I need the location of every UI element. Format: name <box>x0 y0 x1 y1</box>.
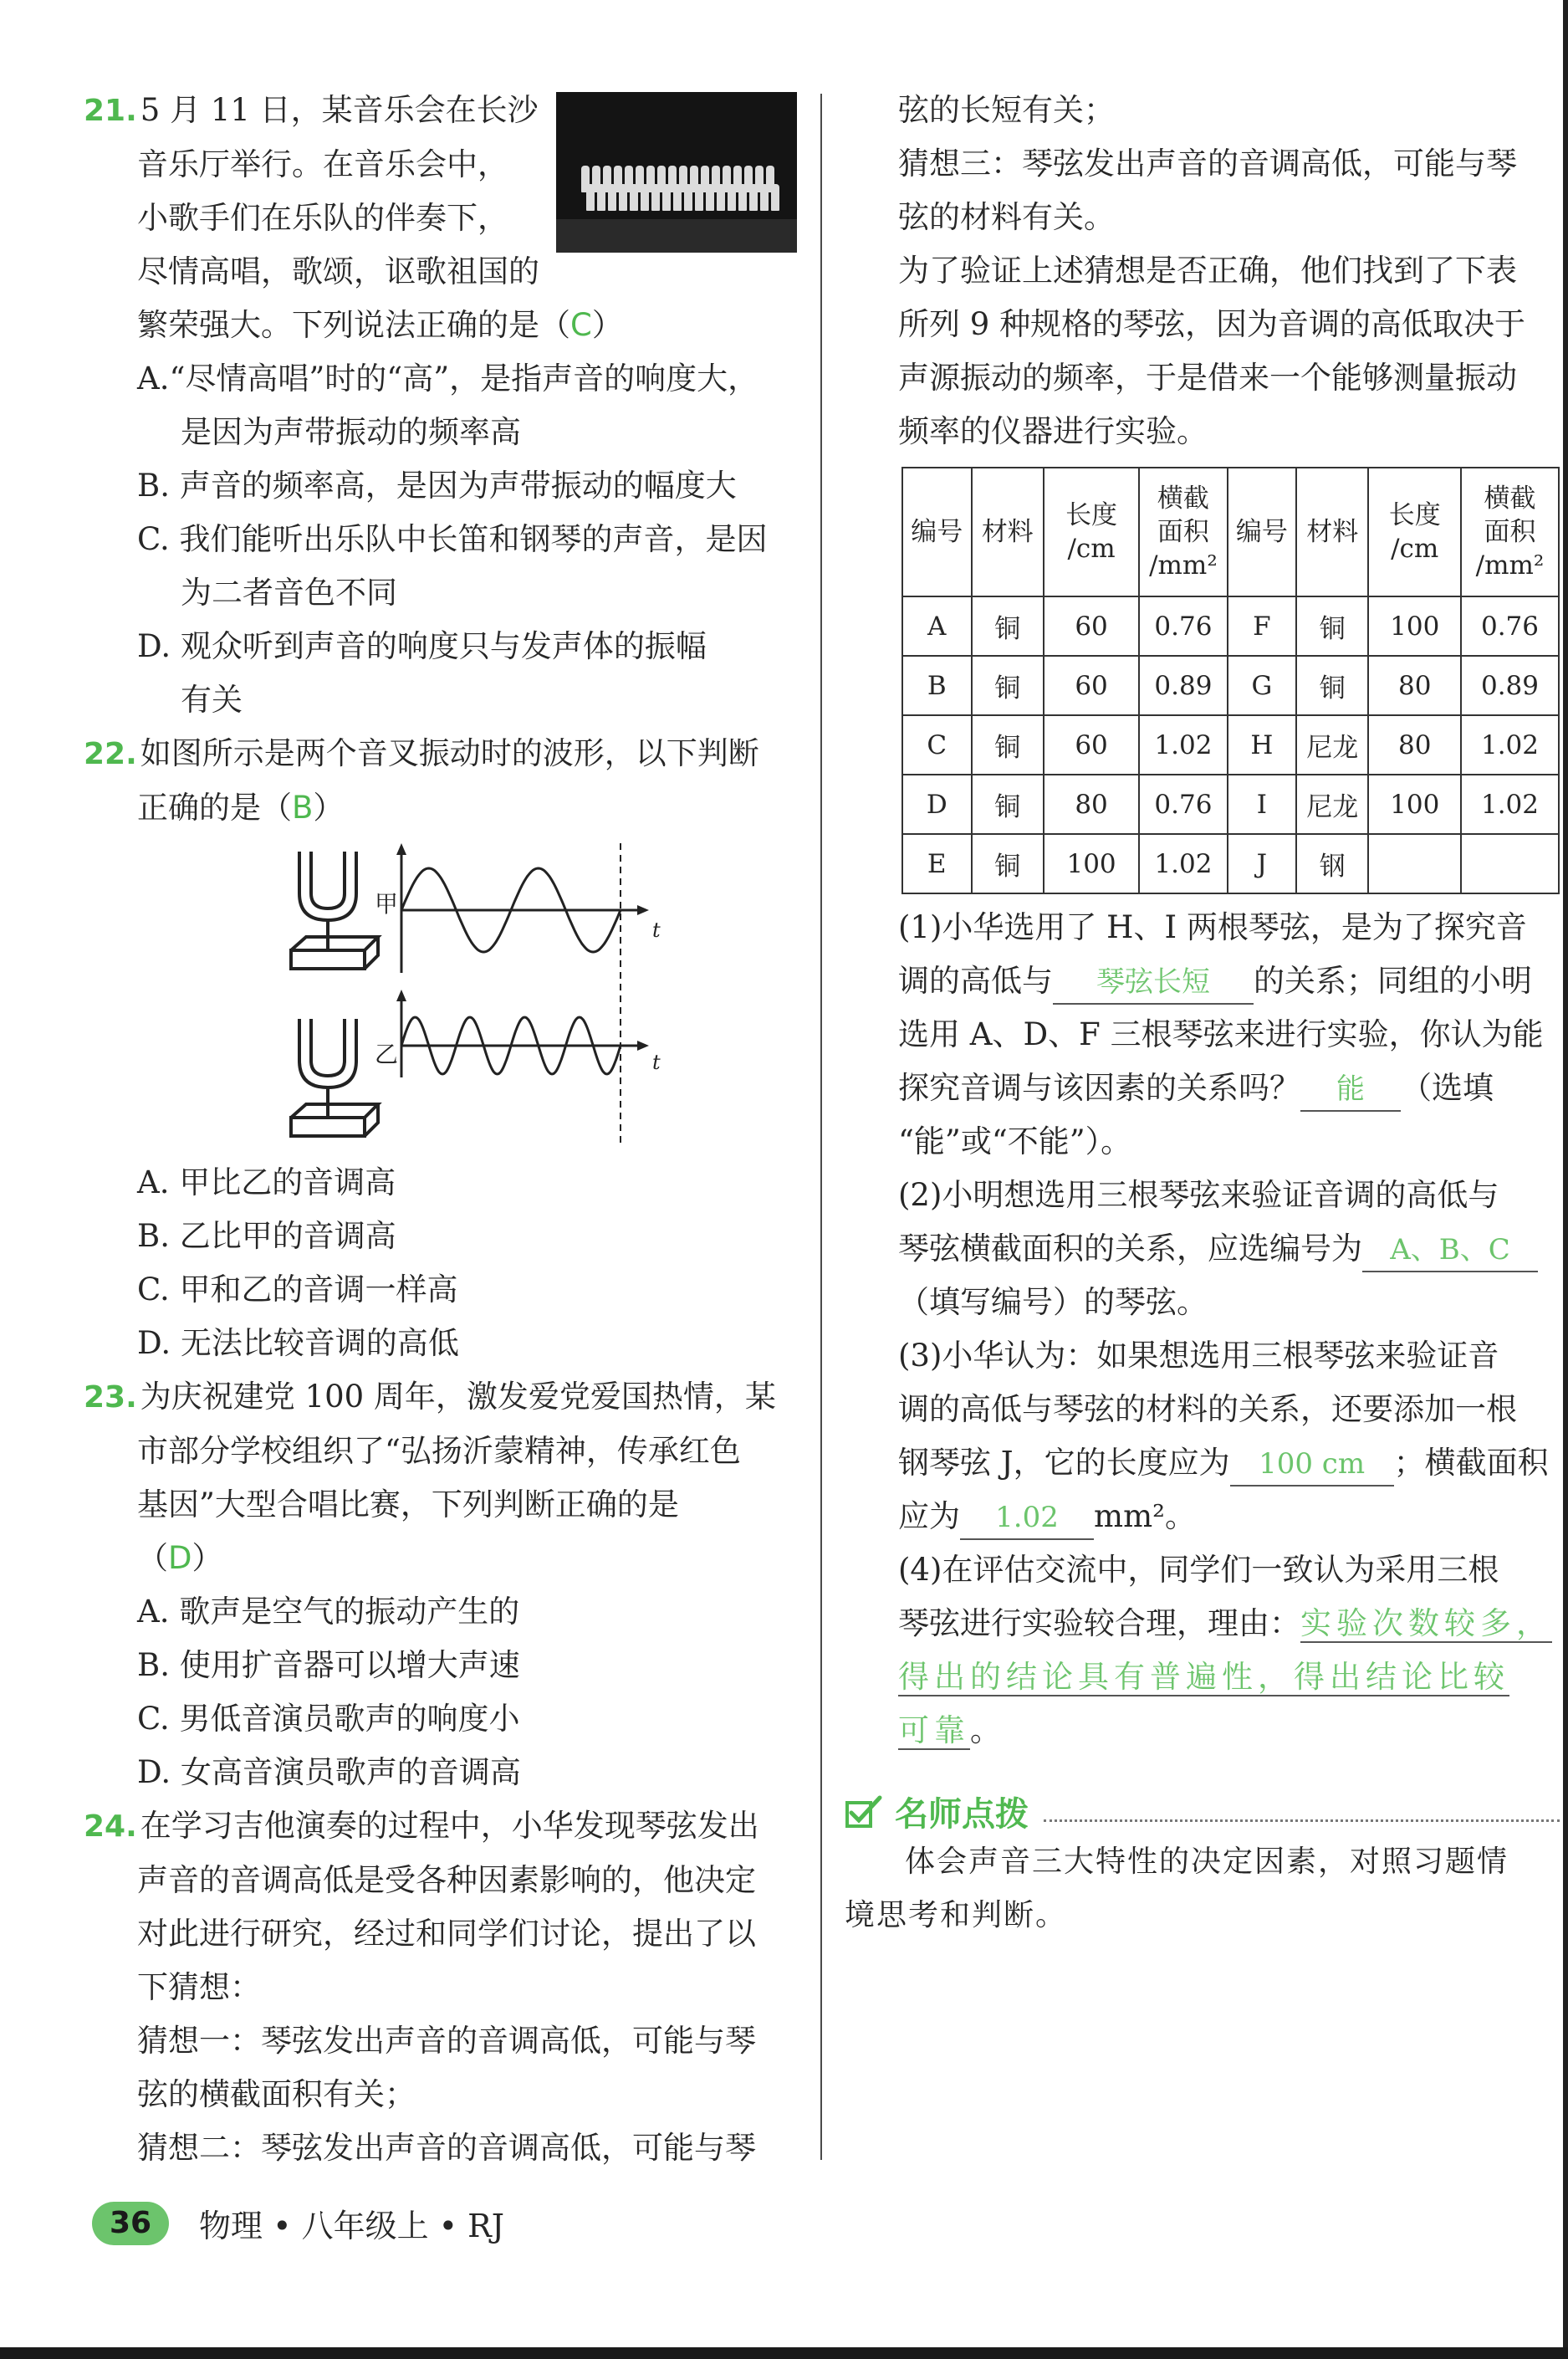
header-area <box>1139 468 1227 596</box>
singer-figure <box>717 184 725 211</box>
header-length <box>1044 468 1139 596</box>
header-id: 编号 <box>902 468 972 596</box>
answer-blank: A、B、C <box>1362 1229 1538 1272</box>
text: （选填 <box>1401 1070 1494 1106</box>
header-material: 材料 <box>972 468 1044 596</box>
option-a: A. 歌声是空气的振动产生的 <box>137 1594 520 1630</box>
singer-figure <box>706 184 714 211</box>
cell <box>1368 834 1461 893</box>
cell: I <box>1228 775 1297 834</box>
label-jia: 甲 <box>375 890 399 918</box>
tuning-fork-figure <box>284 843 803 1148</box>
paren-close: ） <box>192 1540 223 1576</box>
stem-line: 在学习吉他演奏的过程中，小华发现琴弦发出 <box>140 1808 759 1844</box>
option-b: B. 使用扩音器可以增大声速 <box>137 1647 520 1683</box>
cell: 铜 <box>972 656 1044 715</box>
cell: 0.76 <box>1139 775 1227 834</box>
axis-t-yi: t <box>652 1051 661 1074</box>
option-c: C. 男低音演员歌声的响度小 <box>137 1701 520 1737</box>
stem-line: 正确的是（ <box>137 790 292 826</box>
answer-choice: C <box>570 307 592 343</box>
text: 琴弦横截面积的关系，应选编号为 <box>898 1231 1362 1266</box>
option-a: A. 甲比乙的音调高 <box>137 1164 396 1200</box>
question-number: 21. <box>84 94 137 128</box>
tuning-fork-jia-icon <box>291 852 378 969</box>
stem-line: 市部分学校组织了“弘扬沂蒙精神，传承红色 <box>137 1433 741 1469</box>
text: 应为 <box>898 1498 960 1534</box>
table-header-row <box>902 468 1559 596</box>
table-row <box>902 715 1559 775</box>
header-area-1: 横截 <box>1157 484 1209 514</box>
cell: 60 <box>1044 656 1139 715</box>
hypothesis-3-cont: 弦的材料有关。 <box>898 199 1115 235</box>
cell: 1.02 <box>1139 834 1227 893</box>
cell: 80 <box>1368 715 1461 775</box>
text: 调的高低与琴弦的材料的关系，还要添加一根 <box>898 1391 1517 1427</box>
cell <box>1461 834 1559 893</box>
option-b: B. 声音的频率高，是因为声带振动的幅度大 <box>137 468 737 504</box>
stem-line: 为了验证上述猜想是否正确，他们找到了下表 <box>898 253 1517 289</box>
singer-figure <box>695 184 703 211</box>
cell: 铜 <box>972 834 1044 893</box>
string-spec-table <box>901 467 1560 894</box>
page-number: 36 <box>92 2202 169 2245</box>
header-area-b <box>1461 468 1559 596</box>
cell: F <box>1228 596 1297 656</box>
cell: 铜 <box>972 775 1044 834</box>
cell: 100 <box>1368 775 1461 834</box>
header-area-b-1: 横截 <box>1484 484 1536 514</box>
cell: 0.89 <box>1139 656 1227 715</box>
cell: 1.02 <box>1139 715 1227 775</box>
header-area-2: 面积 <box>1157 517 1209 547</box>
singer-figure <box>662 184 671 211</box>
answer-blank: 可靠 <box>898 1712 970 1748</box>
tip-header <box>845 1788 1560 1835</box>
cell: G <box>1228 656 1297 715</box>
text: 。 <box>970 1712 1001 1748</box>
cell: 铜 <box>1296 596 1368 656</box>
cell: 100 <box>1368 596 1461 656</box>
text: 探究音调与该因素的关系吗？ <box>898 1070 1300 1106</box>
cell: 60 <box>1044 715 1139 775</box>
text: 调的高低与 <box>898 963 1053 999</box>
page-footer <box>92 2200 504 2246</box>
stem-line: 音乐厅举行。在音乐会中， <box>137 146 508 182</box>
hypothesis-1: 猜想一：琴弦发出声音的音调高低，可能与琴 <box>137 2023 756 2059</box>
cell: J <box>1228 834 1297 893</box>
text: 的关系；同组的小明 <box>1254 963 1532 999</box>
option-b: B. 乙比甲的音调高 <box>137 1218 396 1254</box>
text: “能”或“不能”）。 <box>898 1123 1132 1159</box>
cell: D <box>902 775 972 834</box>
tip-title: 名师点拨 <box>895 1795 1029 1834</box>
sub-question-4 <box>845 1543 1560 1758</box>
x-axis-yi-arrow <box>637 1041 649 1051</box>
stage-floor <box>556 219 797 253</box>
label-yi: 乙 <box>375 1041 399 1068</box>
answer-blank: 能 <box>1300 1068 1401 1112</box>
answer-blank: 得出的结论具有普遍性，得出结论比较 <box>898 1659 1509 1695</box>
question-number: 23. <box>84 1380 137 1415</box>
text: (1)小华选用了 H、I 两根琴弦，是为了探究音 <box>898 909 1527 945</box>
cell: A <box>902 596 972 656</box>
cell: 100 <box>1044 834 1139 893</box>
left-column <box>84 84 803 2175</box>
question-number: 24. <box>84 1809 137 1844</box>
header-material-2: 材料 <box>1296 468 1368 596</box>
stem-line: 为庆祝建党 100 周年，激发爱党爱国热情，某 <box>140 1379 776 1415</box>
cell: E <box>902 834 972 893</box>
question-23 <box>84 1370 803 1799</box>
option-c-cont: 为二者音色不同 <box>181 575 397 611</box>
hypothesis-2-cont: 弦的长短有关； <box>898 92 1115 128</box>
option-d: D. 无法比较音调的高低 <box>137 1325 459 1361</box>
stem-line: 声源振动的频率，于是借来一个能够测量振动 <box>898 360 1517 396</box>
stem-line: 如图所示是两个音叉振动时的波形，以下判断 <box>140 735 759 771</box>
cell: 铜 <box>972 596 1044 656</box>
header-area-b-2: 面积 <box>1484 517 1536 547</box>
singer-figure <box>597 184 605 211</box>
option-a: A.“尽情高唱”时的“高”，是指声音的响度大， <box>137 361 759 397</box>
question-22 <box>84 727 803 1370</box>
book-title: 物理 • 八年级上 • RJ <box>199 2208 504 2244</box>
page-edge-bottom <box>0 2347 1568 2359</box>
answer-blank: 琴弦长短 <box>1053 961 1254 1005</box>
stem-line: 基因”大型合唱比赛，下列判断正确的是 <box>137 1487 679 1522</box>
cell: 80 <box>1044 775 1139 834</box>
right-column <box>845 84 1560 1942</box>
cell: 尼龙 <box>1296 775 1368 834</box>
cell: B <box>902 656 972 715</box>
paren-close: ） <box>591 307 623 343</box>
singer-figure <box>586 184 595 211</box>
stem-line: 小歌手们在乐队的伴奏下， <box>137 200 508 236</box>
text: 钢琴弦 J，它的长度应为 <box>898 1445 1230 1481</box>
stem-line: 对此进行研究，经过和同学们讨论，提出了以 <box>137 1916 756 1952</box>
sub-question-1 <box>845 901 1560 1169</box>
header-length-b-2: /cm <box>1391 534 1439 564</box>
tip-line: 境思考和判断。 <box>845 1898 1068 1932</box>
singer-figure <box>630 184 638 211</box>
singer-figure <box>641 184 649 211</box>
singer-figure <box>684 184 692 211</box>
y-axis-yi-arrow <box>396 990 406 1001</box>
cell: 80 <box>1368 656 1461 715</box>
stem-line: 下猜想： <box>137 1969 261 2005</box>
option-d: D. 女高音演员歌声的音调高 <box>137 1754 521 1790</box>
hypothesis-2: 猜想二：琴弦发出声音的音调高低，可能与琴 <box>137 2130 756 2166</box>
header-area-3: /mm² <box>1149 550 1218 581</box>
text: （填写编号）的琴弦。 <box>898 1284 1208 1320</box>
cell: 1.02 <box>1461 715 1559 775</box>
text: ；横截面积 <box>1393 1445 1549 1481</box>
option-a-cont: 是因为声带振动的频率高 <box>181 414 521 450</box>
paren-close: ） <box>313 790 345 826</box>
hypothesis-1-cont: 弦的横截面积有关； <box>137 2076 416 2112</box>
header-length-b-1: 长度 <box>1388 500 1441 530</box>
table-row <box>902 834 1559 893</box>
cell: 钢 <box>1296 834 1368 893</box>
answer-blank: 实验次数较多， <box>1300 1605 1552 1641</box>
singer-figure <box>619 184 627 211</box>
stem-line: 频率的仪器进行实验。 <box>898 413 1208 449</box>
answer-blank: 1.02 <box>960 1497 1094 1540</box>
cell: 60 <box>1044 596 1139 656</box>
stem-line: 声音的音调高低是受各种因素影响的，他决定 <box>137 1862 756 1898</box>
option-c: C. 我们能听出乐队中长笛和钢琴的声音，是因 <box>137 521 768 557</box>
singer-figure <box>760 184 769 211</box>
tip-body <box>845 1835 1560 1942</box>
cell: H <box>1228 715 1297 775</box>
table-row <box>902 775 1559 834</box>
text: (4)在评估交流中，同学们一致认为采用三根 <box>898 1552 1499 1588</box>
answer-choice: D <box>168 1540 192 1576</box>
stem-line: 5 月 11 日，某音乐会在长沙 <box>140 92 539 128</box>
paren-open: （ <box>137 1540 168 1576</box>
singer-figure <box>749 184 758 211</box>
sub-question-3 <box>845 1329 1560 1543</box>
answer-blank: 100 cm <box>1230 1443 1394 1487</box>
column-divider <box>820 94 822 2160</box>
hypothesis-3: 猜想三：琴弦发出声音的音调高低，可能与琴 <box>898 146 1517 182</box>
question-number: 22. <box>84 737 137 771</box>
text: mm²。 <box>1094 1498 1197 1534</box>
singer-figure <box>771 184 779 211</box>
header-length-1: 长度 <box>1065 500 1118 530</box>
text: (2)小明想选用三根琴弦来验证音调的高低与 <box>898 1177 1499 1213</box>
option-c: C. 甲和乙的音调一样高 <box>137 1272 458 1307</box>
cell: 尼龙 <box>1296 715 1368 775</box>
stem-line: 繁荣强大。下列说法正确的是（ <box>137 307 570 343</box>
cell: 铜 <box>972 715 1044 775</box>
singer-figure <box>738 184 747 211</box>
question-24-start <box>84 1799 803 2175</box>
tip-line: 体会声音三大特性的决定因素，对照习题情 <box>905 1845 1509 1879</box>
cell: C <box>902 715 972 775</box>
x-axis-jia-arrow <box>637 905 649 915</box>
page-edge-right <box>1563 0 1568 2359</box>
sub-question-2 <box>845 1169 1560 1329</box>
cell: 0.76 <box>1139 596 1227 656</box>
stem-line: 所列 9 种规格的琴弦，因为音调的高低取决于 <box>898 306 1526 342</box>
singer-figure <box>651 184 660 211</box>
table-row <box>902 596 1559 656</box>
text: 选用 A、D、F 三根琴弦来进行实验，你认为能 <box>898 1016 1544 1052</box>
cell: 0.89 <box>1461 656 1559 715</box>
waveform-diagram <box>284 843 753 1144</box>
answer-choice: B <box>292 790 314 826</box>
header-length-b <box>1368 468 1461 596</box>
option-d-cont: 有关 <box>181 682 243 718</box>
header-area-b-3: /mm² <box>1475 550 1545 581</box>
tip-divider <box>1044 1801 1560 1822</box>
tuning-fork-yi-icon <box>291 1019 378 1136</box>
table-row <box>902 656 1559 715</box>
singer-figure <box>608 184 616 211</box>
cell: 0.76 <box>1461 596 1559 656</box>
concert-photo <box>556 92 797 253</box>
text: 琴弦进行实验较合理，理由： <box>898 1605 1300 1641</box>
y-axis-jia-arrow <box>396 843 406 855</box>
axis-t-jia: t <box>652 919 661 942</box>
text: (3)小华认为：如果想选用三根琴弦来验证音 <box>898 1338 1499 1374</box>
checkbox-icon <box>845 1794 883 1829</box>
singer-figure <box>728 184 736 211</box>
header-id-2: 编号 <box>1228 468 1297 596</box>
cell: 1.02 <box>1461 775 1559 834</box>
stem-line: 尽情高唱，歌颂，讴歌祖国的 <box>137 253 539 289</box>
option-d: D. 观众听到声音的响度只与发声体的振幅 <box>137 628 707 664</box>
singer-figure <box>673 184 682 211</box>
header-length-2: /cm <box>1067 534 1116 564</box>
cell: 铜 <box>1296 656 1368 715</box>
